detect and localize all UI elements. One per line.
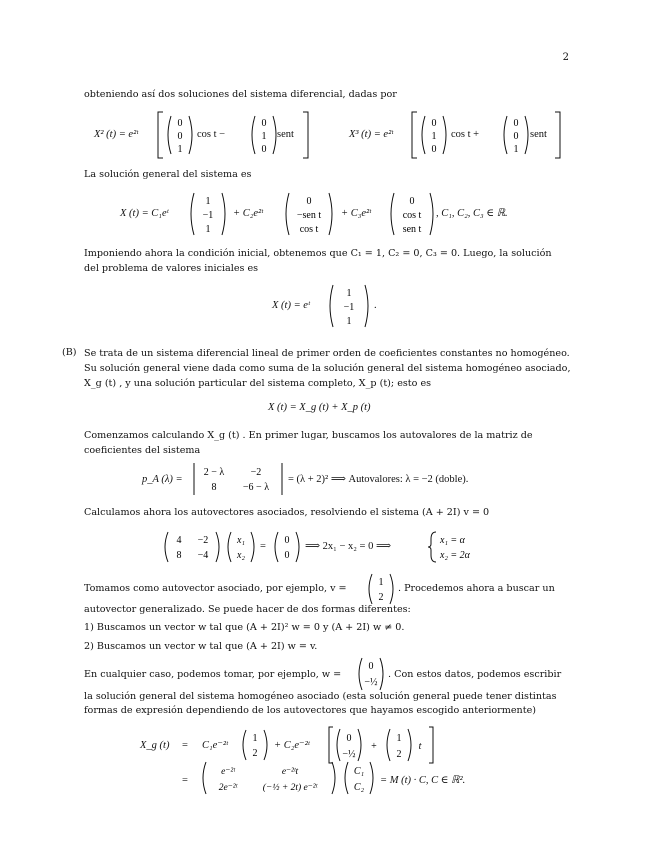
paragraph-f-1a: En cualquier caso, podemos tomar, por ejemplo, w = xyxy=(84,669,342,680)
svg-text:−2: −2 xyxy=(197,535,209,546)
svg-text:0: 0 xyxy=(284,550,290,561)
svg-text:e⁻²ᵗt: e⁻²ᵗt xyxy=(281,767,299,777)
eq-final-v1 xyxy=(240,728,270,762)
eq-gen-lhs: X (t) = C₁eᵗ xyxy=(120,208,169,219)
svg-text:−sen t: −sen t xyxy=(296,210,322,221)
paragraph-e-2: autovector generalizado. Se puede hacer de dos formas diferentes: xyxy=(84,604,411,615)
svg-text:2: 2 xyxy=(252,748,258,759)
svg-text:1: 1 xyxy=(431,131,437,142)
eq-final-lhs: X_g (t) xyxy=(140,740,170,751)
eq-final-bracket-group xyxy=(328,726,434,764)
svg-text:x₁ = α: x₁ = α xyxy=(440,535,465,546)
svg-text:4: 4 xyxy=(176,535,182,546)
eq-pvi-lhs: X (t) = eᵗ xyxy=(272,300,310,311)
paragraph-e-1a: Tomamos como autovector asociado, por ejemplo, v = xyxy=(84,583,347,594)
svg-text:1: 1 xyxy=(252,733,258,744)
svg-text:0: 0 xyxy=(368,661,374,672)
eq-gen-tail: , C₁, C₂, C₃ ∈ ℝ. xyxy=(436,208,508,219)
svg-text:2 − λ: 2 − λ xyxy=(203,467,225,478)
eq-final-matrix xyxy=(200,760,338,796)
svg-text:0: 0 xyxy=(306,196,312,207)
svg-text:1: 1 xyxy=(513,144,519,155)
svg-text:0: 0 xyxy=(261,118,267,129)
eq-final-rhs: = M (t) · C, C ∈ ℝ². xyxy=(380,775,466,786)
eq-x3-mid: cos t + xyxy=(451,129,480,140)
eq-final-equals-1: = xyxy=(182,740,188,751)
svg-text:8: 8 xyxy=(176,550,182,561)
equation-sum: X (t) = X_g (t) + X_p (t) xyxy=(268,402,371,413)
svg-text:0: 0 xyxy=(284,535,290,546)
eq-eig-mid: ⟹ 2x₁ − x₂ = 0 ⟹ xyxy=(305,541,392,552)
page-number: 2 xyxy=(562,52,569,63)
paragraph-d: Calculamos ahora los autovectores asociados, resolviendo el sistema (A + 2I) v = 0 xyxy=(84,507,490,518)
svg-text:2: 2 xyxy=(378,592,384,603)
paragraph-f-3: formas de expresión dependiendo de los autovectores que hayamos escogido anteriormente) xyxy=(84,705,536,716)
eq-gen-plus-2: + C₃e²ᵗ xyxy=(341,208,371,219)
svg-text:0: 0 xyxy=(431,118,437,129)
svg-text:−6 − λ: −6 − λ xyxy=(242,482,270,493)
svg-text:(−½ + 2t) e⁻²ᵗ: (−½ + 2t) e⁻²ᵗ xyxy=(262,783,318,793)
paragraph-f-2: la solución general del sistema homogéneo asociado (esta solución general puede tener distintas xyxy=(84,691,557,702)
eq-gen-plus-1: + C₂e²ᵗ xyxy=(233,208,263,219)
eq-gen-vector-2 xyxy=(283,190,335,238)
svg-text:t: t xyxy=(418,741,422,752)
vec-entry: 1 xyxy=(205,196,211,207)
eq-pvi-vector xyxy=(327,282,371,330)
svg-text:2e⁻²ᵗ: 2e⁻²ᵗ xyxy=(218,783,238,793)
svg-text:0: 0 xyxy=(409,196,415,207)
eq-final-c2: + C₂e⁻²ᵗ xyxy=(274,740,310,751)
svg-text:−½: −½ xyxy=(342,749,356,760)
eq-gen-vector-1 xyxy=(188,190,228,238)
vec-entry: −1 xyxy=(202,210,214,221)
svg-text:0: 0 xyxy=(513,118,519,129)
eq-eig-matrix xyxy=(162,530,222,564)
paragraph-e-3: 1) Buscamos un vector w tal que (A + 2I)² w = 0 y (A + 2I) w ≠ 0. xyxy=(84,622,405,633)
svg-text:x₁: x₁ xyxy=(237,535,245,546)
svg-text:0: 0 xyxy=(346,733,352,744)
svg-text:2: 2 xyxy=(396,749,402,760)
svg-text:1: 1 xyxy=(378,577,384,588)
svg-text:0: 0 xyxy=(177,118,183,129)
svg-text:C₂: C₂ xyxy=(353,782,365,793)
svg-text:x₂: x₂ xyxy=(237,550,245,561)
paragraph-initial-condition-2: del problema de valores iniciales es xyxy=(84,263,259,274)
paragraph-f-1b: . Con estos datos, podemos escribir xyxy=(388,669,562,680)
paragraph-b-1: Se trata de un sistema diferencial lineal de primer orden de coeficientes constantes no homogéneo. xyxy=(84,348,570,359)
eq-final-equals-2: = xyxy=(182,775,188,786)
eq-x2-lhs: X² (t) = e²ᵗ xyxy=(94,129,139,140)
svg-text:cos t: cos t xyxy=(402,210,422,221)
paragraph-intro: obteniendo así dos soluciones del sistema diferencial, dadas por xyxy=(84,89,397,100)
eq-x2-end: sent xyxy=(277,129,294,140)
paragraph-initial-condition-1: Imponiendo ahora la condición inicial, obtenemos que C₁ = 1, C₂ = 0, C₃ = 0. Luego, la solución xyxy=(84,248,552,259)
eq-char-rhs: = (λ + 2)² ⟹ Autovalores: λ = −2 (doble). xyxy=(288,474,469,485)
eq-eig-equals: = xyxy=(260,541,266,552)
eq-final-c-vector xyxy=(342,760,376,796)
paragraph-b-3: X_g (t) , y una solución particular del sistema completo, X_p (t); esto es xyxy=(84,378,432,389)
svg-text:1: 1 xyxy=(261,131,267,142)
eq-pvi-end: . xyxy=(374,300,377,311)
paragraph-e-4: 2) Buscamos un vector w tal que (A + 2I) w = v. xyxy=(84,641,318,652)
paragraph-b-2: Su solución general viene dada como suma de la solución general del sistema homogéneo asociado, xyxy=(84,363,571,374)
paragraph-c-2: coeficientes del sistema xyxy=(84,445,201,456)
svg-text:0: 0 xyxy=(513,131,519,142)
eq-char-lhs: p_A (λ) = xyxy=(142,474,183,485)
svg-text:0: 0 xyxy=(177,131,183,142)
svg-text:1: 1 xyxy=(396,733,402,744)
paragraph-general-solution: La solución general del sistema es xyxy=(84,169,252,180)
eq-char-determinant xyxy=(192,462,284,496)
svg-text:+: + xyxy=(371,741,377,752)
svg-text:1: 1 xyxy=(177,144,183,155)
eq-x2-mid: cos t − xyxy=(197,129,226,140)
svg-text:x₂ = 2α: x₂ = 2α xyxy=(440,550,470,561)
paragraph-c-1: Comenzamos calculando X_g (t) . En primer lugar, buscamos los autovalores de la matriz de xyxy=(84,430,533,441)
eq-final-c1: C₁e⁻²ᵗ xyxy=(202,740,228,751)
eq-x3-end: sent xyxy=(530,129,547,140)
svg-text:−2: −2 xyxy=(250,467,262,478)
eq-eig-system xyxy=(428,530,498,564)
svg-text:0: 0 xyxy=(431,144,437,155)
svg-text:−½: −½ xyxy=(364,677,378,688)
svg-text:−1: −1 xyxy=(343,302,355,313)
paragraph-e-1b: . Procedemos ahora a buscar un xyxy=(398,583,555,594)
svg-text:1: 1 xyxy=(346,316,352,327)
svg-text:e⁻²ᵗ: e⁻²ᵗ xyxy=(221,767,235,777)
eq-x3-lhs: X³ (t) = e²ᵗ xyxy=(349,129,394,140)
eq-v-vector xyxy=(366,572,396,606)
eq-eig-x-vector xyxy=(225,530,257,564)
svg-text:8: 8 xyxy=(211,482,217,493)
eq-gen-vector-3 xyxy=(388,190,436,238)
vec-entry: 1 xyxy=(205,224,211,235)
part-b-label: (B) xyxy=(62,347,77,358)
eq-eig-zero-vector xyxy=(272,530,302,564)
svg-text:C₁: C₁ xyxy=(353,766,365,777)
svg-text:sen t: sen t xyxy=(402,224,422,235)
svg-text:−4: −4 xyxy=(197,550,209,561)
svg-text:0: 0 xyxy=(261,144,267,155)
svg-text:1: 1 xyxy=(346,288,352,299)
eq-w-vector xyxy=(356,656,386,692)
svg-text:cos t: cos t xyxy=(299,224,319,235)
